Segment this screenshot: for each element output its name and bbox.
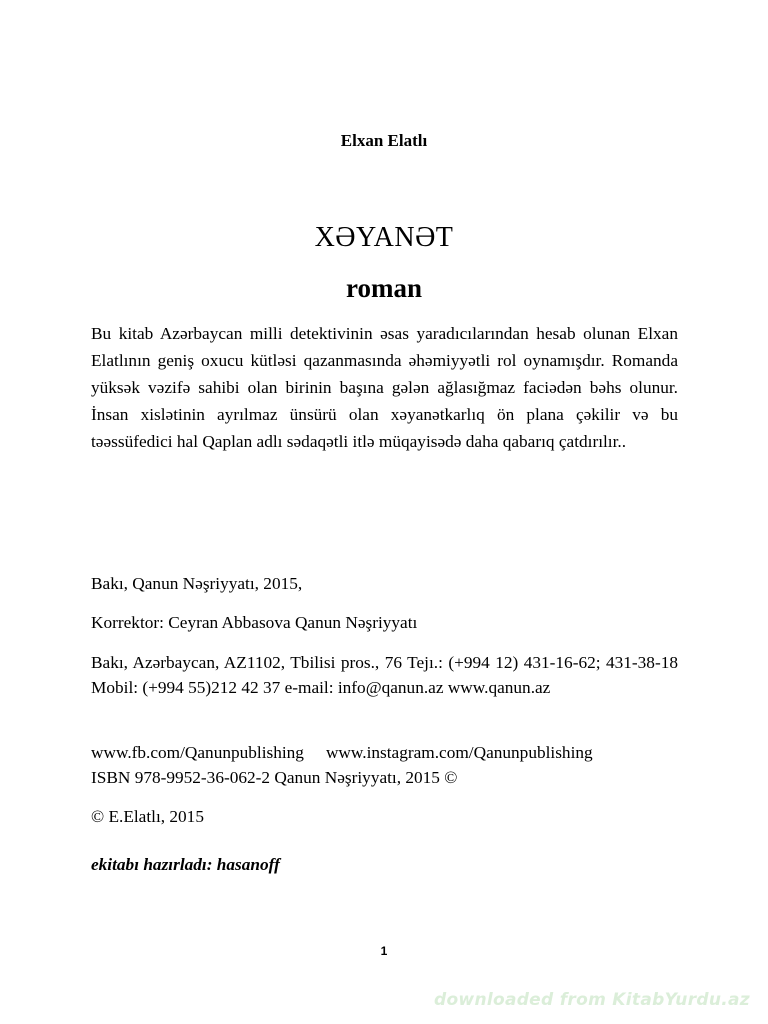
imprint-address: Bakı, Azərbaycan, AZ1102, Tbilisi pros., 76 Tejı.: (+994 12) 431-16-62; 431-38-18 Mobil: (+994 55)212 42 37 e-mail: info@qanun.az www.qanun.az (91, 653, 678, 697)
imprint-social-links (91, 740, 678, 765)
watermark-text: downloaded from KitabYurdu.az (433, 990, 750, 1010)
book-genre: roman (345, 273, 422, 303)
imprint-copyright: © E.Elatlı, 2015 (91, 807, 204, 826)
imprint-city-publisher: Bakı, Qanun Nəşriyyatı, 2015, (91, 574, 303, 593)
facebook-link[interactable]: www.fb.com/Qanunpublishing (91, 743, 304, 762)
imprint-isbn: ISBN 978-9952-36-062-2 Qanun Nəşriyyatı, 2015 © (91, 768, 458, 787)
prepared-by: ekitabı hazırladı: hasanoff (91, 855, 280, 874)
book-title: XƏYANƏT (314, 222, 454, 253)
instagram-link[interactable]: www.instagram.com/Qanunpublishing (325, 743, 593, 762)
book-description: Bu kitab Azərbaycan milli detektivinin əsas yaradıcılarından hesab olunan Elxan Elatlının geniş oxucu kütləsi qazanmasında əhəmiyyətli rol oynamışdır. Romanda yüksək vəzifə sahibi olan birinin başına gələn ağlasığmaz faciədən bəhs olunur. İnsan xislətinin ayrılmaz ünsürü olan xəyanətkarlıq ön plana çəkilir və bu təəssüfedici hal Qaplan adlı sədaqətli itlə müqayisədə daha qabarıq çatdırılır.. (91, 324, 678, 451)
imprint-corrector: Korrektor: Ceyran Abbasova Qanun Nəşriyyatı (91, 613, 418, 632)
page-number: 1 (380, 944, 388, 958)
author-name: Elxan Elatlı (340, 131, 428, 150)
